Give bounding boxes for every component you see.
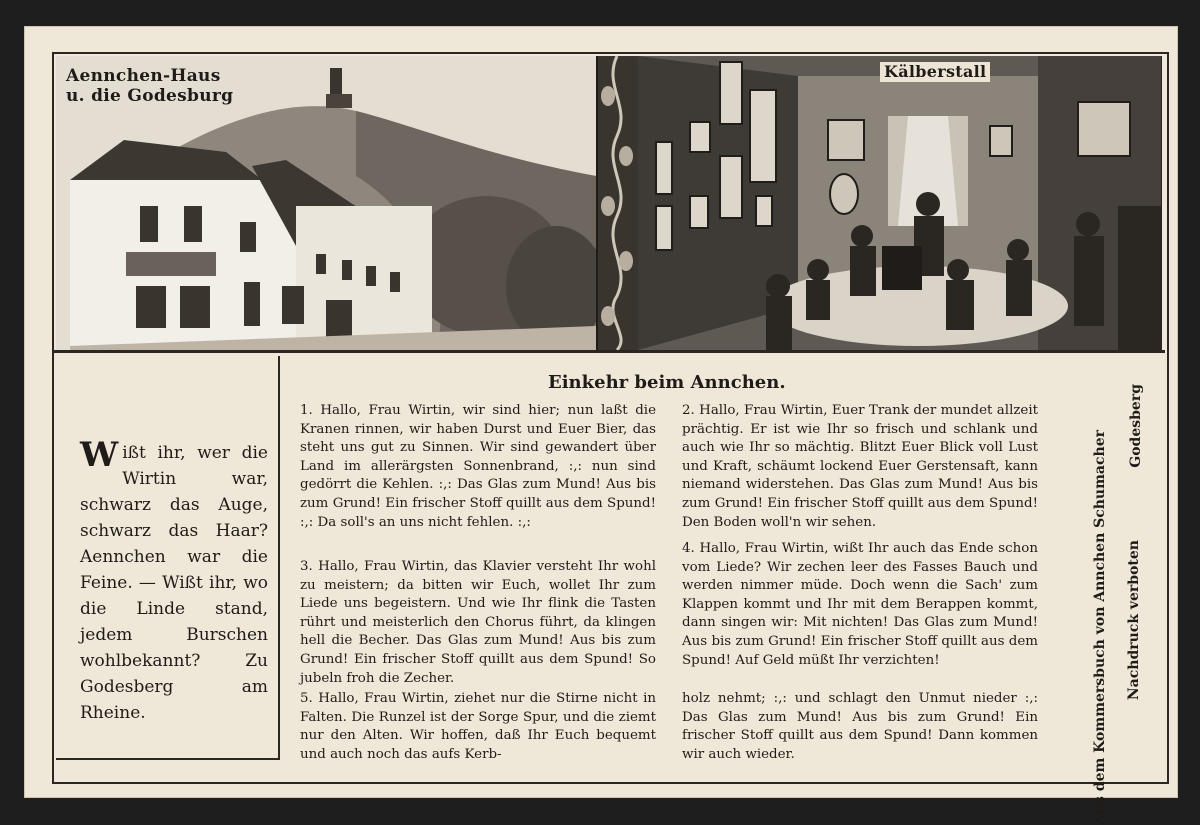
- song-title: Einkehr beim Annchen.: [548, 372, 786, 393]
- left-illustration-caption: [66, 66, 233, 106]
- ornamental-divider: [596, 56, 642, 350]
- intro-poem: [80, 435, 268, 726]
- verse-4: 4. Hallo, Frau Wirtin, wißt Ihr auch das Ende schon vom Liede? Wir zechen leer des Fasses Bauch und werden nimmer müde. Doch wenn die Sach' zum Klappen kommt und Ihr mit dem Berappen kommt, dann singen wir: Mit nichten! Das Glas zum Mund! Aus bis zum Grund! Ein frischer Stoff quillt aus dem Spund! Auf Geld müßt Ihr verzichten!: [682, 541, 1038, 668]
- verse-1: 1. Hallo, Frau Wirtin, wir sind hier; nun laßt die Kranen rinnen, wir haben Durst und Euer Bier, das steht uns gut zu Sinnen. Wir sind gewandert über Land im allerärgsten Sonnenbrand, :,: nun sind gedörrt die Kehlen. :,: Das Glas zum Mund! Aus bis zum Grund! Ein frischer Stoff quillt aus dem Spund! :,: Da soll's an uns nicht fehlen. :,:: [300, 403, 656, 530]
- vine-ornament-icon: [598, 56, 636, 350]
- section-divider: [54, 350, 1165, 353]
- copyright-note: Nachdruck verboten: [1126, 540, 1142, 701]
- place-name: Godesberg: [1128, 384, 1144, 468]
- verse-2: 2. Hallo, Frau Wirtin, Euer Trank der mundet allzeit prächtig. Er ist wie Ihr so frisch und schlank und auch wie Ihr so mächtig. Blitzt Euer Blick voll Lust und Kraft, schäumt lockend Euer Gerstensaft, kann niemand widerstehen. Das Glas zum Mund! Aus bis zum Grund! Ein frischer Stoff quillt aus dem Spund! Den Boden woll'n wir sehen.: [682, 403, 1038, 530]
- illustration-kaelberstall: [638, 56, 1162, 350]
- intro-poem-text: ißt ihr, wer die Wirtin war, schwarz das Auge, schwarz das Haar? Aennchen war die Feine. — Wißt ihr, wo die Linde stand, jedem Burschen wohlbekannt? Zu Godesberg am Rheine.: [80, 443, 268, 723]
- tavern-interior-drawing: [638, 56, 1161, 350]
- verse-5-continued: holz nehmt; :,: und schlagt den Unmut nieder :,: Das Glas zum Mund! Aus bis zum Grund! Ein frischer Stoff quillt aus dem Spund! Dann kommen wir auch wieder.: [682, 691, 1038, 762]
- caption-kaelberstall: Kälberstall: [880, 62, 990, 82]
- source-note: Aus dem Kommersbuch von Annchen Schumacher: [1092, 430, 1108, 825]
- caption-godesburg: u. die Godesburg: [66, 86, 234, 106]
- intro-dropcap: W: [80, 435, 119, 475]
- verse-3: 3. Hallo, Frau Wirtin, das Klavier versteht Ihr wohl zu meistern; da bitten wir Euch, wollet Ihr zum Liede uns begeistern. Und wie Ihr flink die Tasten rührt und meisterlich den Chorus führt, da klingen hell die Becher. Das Glas zum Mund! Aus bis zum Grund! Ein frischer Stoff quillt aus dem Spund! So jubeln froh die Zecher.: [300, 559, 656, 686]
- verse-5: 5. Hallo, Frau Wirtin, ziehet nur die Stirne nicht in Falten. Die Runzel ist der Sorge Spur, und die ziemt nur den Alten. Wir hoffen, daß Ihr Euch bequemt und auch noch das aufs Kerb-: [300, 691, 656, 762]
- caption-aennchen-haus: Aennchen-Haus: [66, 66, 221, 86]
